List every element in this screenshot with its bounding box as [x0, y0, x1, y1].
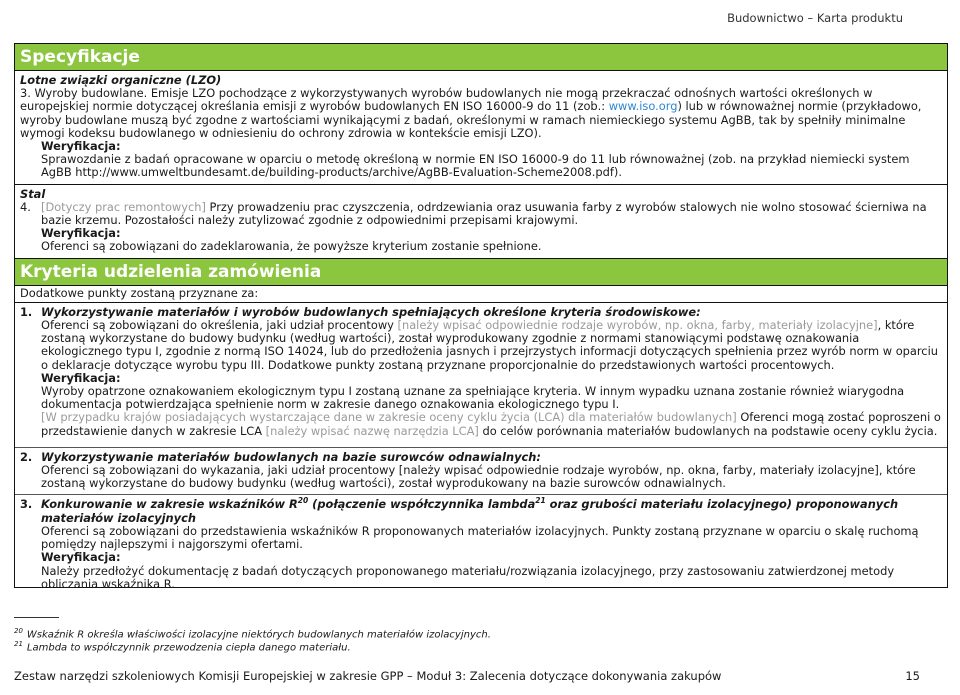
lzo-verification-text: Sprawozdanie z badań opracowane w oparciu o metodę określoną w normie EN ISO 16000-9 do 11 lub równoważnej (zob. na przykład niemiecki system AgBB http://www.umweltbundesamt.de/building-products/archive/AgBB-Evaluation-Scheme2008.pdf). [41, 152, 910, 180]
criterion-3-verification-text: Należy przedłożyć dokumentację z badań dotyczących proponowanego materiału/rozwiązania izolacyjnego, przy zastosowaniu zatwierdzonej metody obliczania wskaźnika R. [41, 563, 895, 591]
criterion-1: 1. Wykorzystywanie materiałów i wyrobów budowlanych spełniających określone kryteria środowiskowe: Oferenci są zobowiązani do określenia, jaki udział procentowy [należy wpisać odpowiednie rodzaje wyrobów, np. okna, farby, materiały izolacyjne], które zostaną wykorzystane do budowy budynku (według wartości), został wyprodukowany zgodnie z normami stanowiącymi podstawę oznakowania ekologicznego typu I, zgodnie z normą ISO 14024, lub do przedłożenia jasnych i przejrzystych informacji dotyczących spełnienia przez wyrób norm w oparciu o deklaracje dotyczące wyrobu typu III. Dodatkowe punkty zostaną przyznane proporcjonalnie do przedstawionych wartości procentowych. Weryfikacja: Wyroby opatrzone oznakowaniem ekologicznym typu I zostaną uznane za spełniające kryteria. W innym wypadku uznana zostanie również wiarygodna dokumentacja potwierdzająca spełnienie norm w zakresie danego oznakowania ekologicznego typu I. [W przypadku krajów posiadających wystarczające dane w zakresie oceny cyklu życia (LCA) dla materiałów budowlanych] Oferenci mogą zostać poproszeni o przedstawienie danych w zakresie LCA [należy wpisać nazwę narzędzia LCA] do celów porównania materiałów budowlanych na podstawie oceny cyklu życia. [15, 303, 947, 448]
lzo-section [15, 71, 947, 185]
lzo-criterion: 3. Wyroby budowlane. Emisje LZO pochodzące z wykorzystywanych wyrobów budowlanych nie mogą przekraczać odnośnych wartości określonych w europejskiej normie dotyczącej określania emisji z wyrobów budowlanych EN ISO 16000-9 do 11 (zob.: www.iso.org) lub w równoważnej normie (przykładowo, wyroby budowlane muszą być zgodne z wartościami wynikającymi z badań, określonymi w ramach niemieckiego systemu AgBB, tak by spełniły minimalne wymogi kodeksu budowlanego w odniesieniu do ochrony zdrowia w kontekście emisji LZO). [20, 86, 922, 140]
product-card [14, 43, 948, 591]
steel-verification-label: Weryfikacja: [41, 226, 121, 241]
criterion-3: 3. Konkurowanie w zakresie wskaźników $R^{20}$ (połączenie współczynnika lambda$^{21}$ oraz grubości materiału izolacyjnego) proponowanych materiałów izolacyjnych Oferenci są zobowiązani do przedstawienia wskaźników R proponowanych materiałów izolacyjnych. Punkty zostaną przyznane w oparciu o skalę ruchomą pomiędzy najlepszymi i najgorszymi ofertami. Weryfikacja: Należy przedłożyć dokumentację z badań dotyczących proponowanego materiału/rozwiązania izolacyjnego, przy zastosowaniu zatwierdzonej metody obliczania wskaźnika R. [15, 495, 947, 594]
criterion-1-text: Oferenci są zobowiązani do określenia, jaki udział procentowy [należy wpisać odpowiednie rodzaje wyrobów, np. okna, farby, materiały izolacyjne], które zostaną wykorzystane do budowy budynku (według wartości), został wyprodukowany zgodnie z normami stanowiącymi podstawę oznakowania ekologicznego typu I, zgodnie z normą ISO 14024, lub do przedłożenia jasnych i przejrzystych informacji dotyczących spełnienia przez wyrób norm w oparciu o deklaracje dotyczące wyrobu typu III. Dodatkowe punkty zostaną przyznane proporcjonalnie do przedstawionych wartości procentowych. [41, 318, 938, 372]
criterion-2-heading: Wykorzystywanie materiałów budowlanych na bazie surowców odnawialnych: [41, 449, 541, 464]
criterion-3-verification-label: Weryfikacja: [41, 550, 121, 565]
page-number: 15 [905, 669, 920, 683]
criterion-1-verification-text: Wyroby opatrzone oznakowaniem ekologicznym typu I zostaną uznane za spełniające kryteria. W innym wypadku uznana zostanie również wiarygodna dokumentacja potwierdzająca spełnienie norm w zakresie danego oznakowania ekologicznego typu I. [41, 384, 905, 412]
award-lead: Dodatkowe punkty zostaną przyznane za: [15, 286, 947, 303]
page-footer [14, 670, 920, 683]
footer-text: Zestaw narzędzi szkoleniowych Komisji Europejskiej w zakresie GPP – Moduł 3: Zalecenia dotyczące dokonywania zakupów [14, 669, 722, 683]
specs-title: Specyfikacje [15, 44, 947, 71]
criterion-1-heading: Wykorzystywanie materiałów i wyrobów budowlanych spełniających określone kryteria środowiskowe: [41, 304, 701, 319]
lzo-verification-label: Weryfikacja: [41, 139, 121, 154]
footnote-21: $^{21}$ Lambda to współczynnik przewodzenia ciepła danego materiału. [14, 640, 351, 654]
iso-link[interactable]: www.iso.org [608, 99, 678, 114]
steel-criterion: 4. [Dotyczy prac remontowych] Przy prowadzeniu prac czyszczenia, odrdzewiania oraz usuwania farby z wyrobów stalowych nie wolno stosować ścierniwa na bazie krzemu. Pozostałości należy zutylizować zgodnie z odpowiednimi przepisami krajowymi. [20, 199, 927, 228]
lzo-heading: Lotne związki organiczne (LZO) [20, 73, 222, 87]
criterion-1-lca-text: [W przypadku krajów posiadających wystarczające dane w zakresie oceny cyklu życia (LCA) dla materiałów budowlanych] Oferenci mogą zostać poproszeni o przedstawienie danych w zakresie LCA [należy wpisać nazwę narzędzia LCA] do celów porównania materiałów budowlanych na podstawie oceny cyklu życia. [41, 410, 941, 438]
award-title: Kryteria udzielenia zamówienia [15, 259, 947, 286]
footnote-20: $^{20}$ Wskaźnik R określa właściwości izolacyjne niektórych budowlanych materiałów izolacyjnych. [14, 627, 491, 641]
footnote-divider [14, 617, 59, 618]
header-breadcrumb: Budownictwo – Karta produktu [727, 11, 903, 25]
criterion-2-text: Oferenci są zobowiązani do wykazania, jaki udział procentowy [należy wpisać odpowiednie rodzaje wyrobów, np. okna, farby, materiały izolacyjne], które zostaną wykorzystane do budowy budynku (według wartości), został wyprodukowany na bazie surowców odnawialnych. [41, 463, 916, 491]
steel-section [15, 185, 947, 259]
criterion-2: 2. Wykorzystywanie materiałów budowlanych na bazie surowców odnawialnych: Oferenci są zobowiązani do wykazania, jaki udział procentowy [należy wpisać odpowiednie rodzaje wyrobów, np. okna, farby, materiały izolacyjne], które zostaną wykorzystane do budowy budynku (według wartości), został wyprodukowany na bazie surowców odnawialnych. [15, 448, 947, 496]
criterion-3-text: Oferenci są zobowiązani do przedstawienia wskaźników R proponowanych materiałów izolacyjnych. Punkty zostaną przyznane w oparciu o skalę ruchomą pomiędzy najlepszymi i najgorszymi ofertami. [41, 523, 919, 552]
criterion-1-verification-label: Weryfikacja: [41, 370, 121, 385]
criterion-3-heading: Konkurowanie w zakresie wskaźników $R^{20}$ (połączenie współczynnika lambda$^{21}$ oraz grubości materiału izolacyjnego) proponowanych materiałów izolacyjnych [41, 496, 899, 525]
steel-verification-text: Oferenci są zobowiązani do zadeklarowania, że powyższe kryterium zostanie spełnione. [41, 239, 542, 254]
steel-heading: Stal [20, 186, 46, 201]
